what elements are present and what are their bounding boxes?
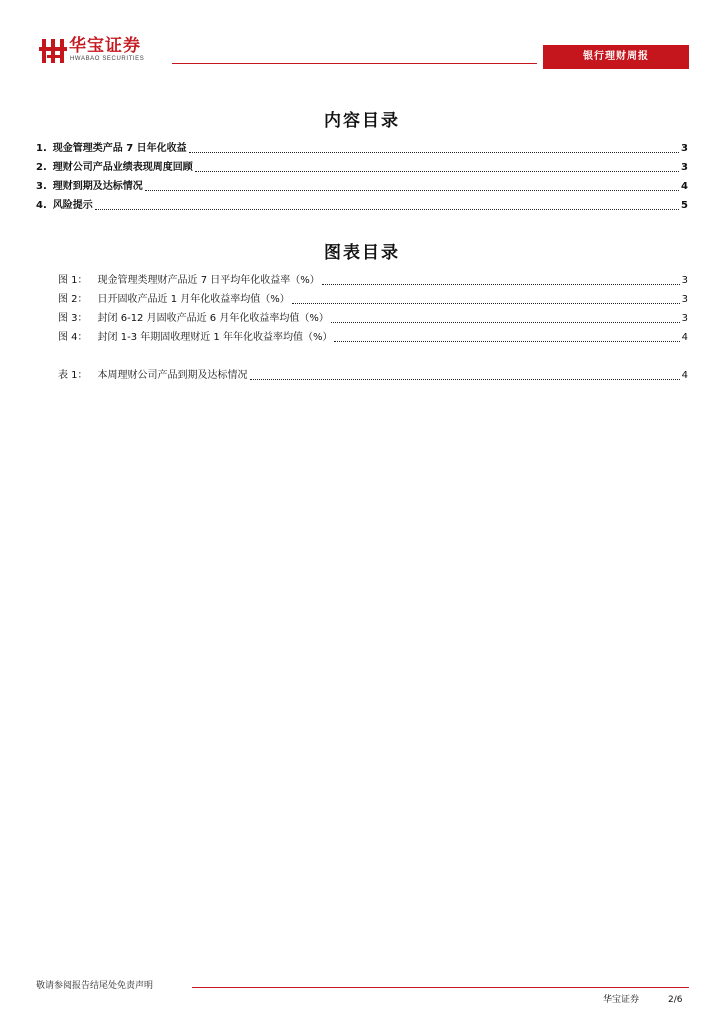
figure-item-page: 3: [681, 275, 688, 286]
figure-item-label: 封闭 6-12 月固收产品近 6 月年化收益率均值（%）: [97, 313, 329, 324]
figure-item-label: 封闭 1-3 年期固收理财近 1 年年化收益率均值（%）: [97, 332, 333, 343]
logo-english-name: HWABAO SECURITIES: [70, 56, 145, 62]
toc-leader-dots: [189, 151, 679, 153]
footer-divider: [192, 987, 689, 988]
figure-item-label: 现金管理类理财产品近 7 日平均年化收益率（%）: [97, 275, 320, 286]
contents-title: 内容目录: [324, 111, 400, 131]
company-logo: [38, 36, 168, 66]
toc-item-page: 4: [681, 181, 688, 192]
toc-item-label: 现金管理类产品 7 日年化收益: [52, 143, 187, 154]
toc-item-2[interactable]: [36, 161, 688, 175]
figure-item-number: 图 1：: [58, 275, 88, 286]
toc-leader-dots: [95, 208, 679, 210]
table-item-page: 4: [681, 370, 688, 381]
toc-leader-dots: [331, 321, 680, 323]
figure-item-number: 图 3：: [58, 313, 88, 324]
table-item-label: 本周理财公司产品到期及达标情况: [97, 370, 248, 381]
toc-item-label: 理财到期及达标情况: [52, 181, 143, 192]
figure-item-2[interactable]: [58, 293, 688, 307]
figure-item-4[interactable]: [58, 331, 688, 345]
toc-item-page: 3: [681, 143, 688, 154]
toc-item-number: 4.: [36, 200, 47, 211]
figure-item-label: 日开固收产品近 1 月年化收益率均值（%）: [97, 294, 290, 305]
toc-item-page: 5: [681, 200, 688, 211]
footer-disclaimer: 敬请参阅报告结尾处免责声明: [36, 981, 154, 991]
figure-item-3[interactable]: [58, 312, 688, 326]
header-divider: [172, 63, 537, 64]
toc-item-1[interactable]: [36, 142, 688, 156]
figure-item-number: 图 2：: [58, 294, 88, 305]
toc-item-3[interactable]: [36, 180, 688, 194]
figure-item-page: 3: [681, 313, 688, 324]
table-item-1[interactable]: [58, 369, 688, 383]
footer-firm-name: 华宝证券: [603, 995, 640, 1005]
toc-leader-dots: [195, 170, 679, 172]
figure-item-page: 4: [681, 332, 688, 343]
toc-item-page: 3: [681, 162, 688, 173]
toc-item-number: 3.: [36, 181, 47, 192]
toc-item-number: 2.: [36, 162, 47, 173]
figure-item-number: 图 4：: [58, 332, 88, 343]
toc-item-4[interactable]: [36, 199, 688, 213]
figure-item-page: 3: [681, 294, 688, 305]
toc-leader-dots: [145, 189, 679, 191]
toc-item-label: 风险提示: [52, 200, 93, 211]
figures-title: 图表目录: [324, 243, 400, 263]
report-type-badge: 银行理财周报: [543, 45, 689, 69]
toc-leader-dots: [334, 340, 679, 342]
logo-chinese-name: 华宝证券: [69, 36, 141, 56]
toc-leader-dots: [250, 378, 680, 380]
toc-item-label: 理财公司产品业绩表现周度回顾: [52, 162, 193, 173]
hwabao-logo-icon: [38, 36, 68, 66]
toc-item-number: 1.: [36, 143, 47, 154]
figure-item-1[interactable]: [58, 274, 688, 288]
footer-page-number: 2/6: [668, 995, 683, 1005]
toc-leader-dots: [322, 283, 680, 285]
toc-leader-dots: [292, 302, 680, 304]
table-item-number: 表 1：: [58, 370, 88, 381]
